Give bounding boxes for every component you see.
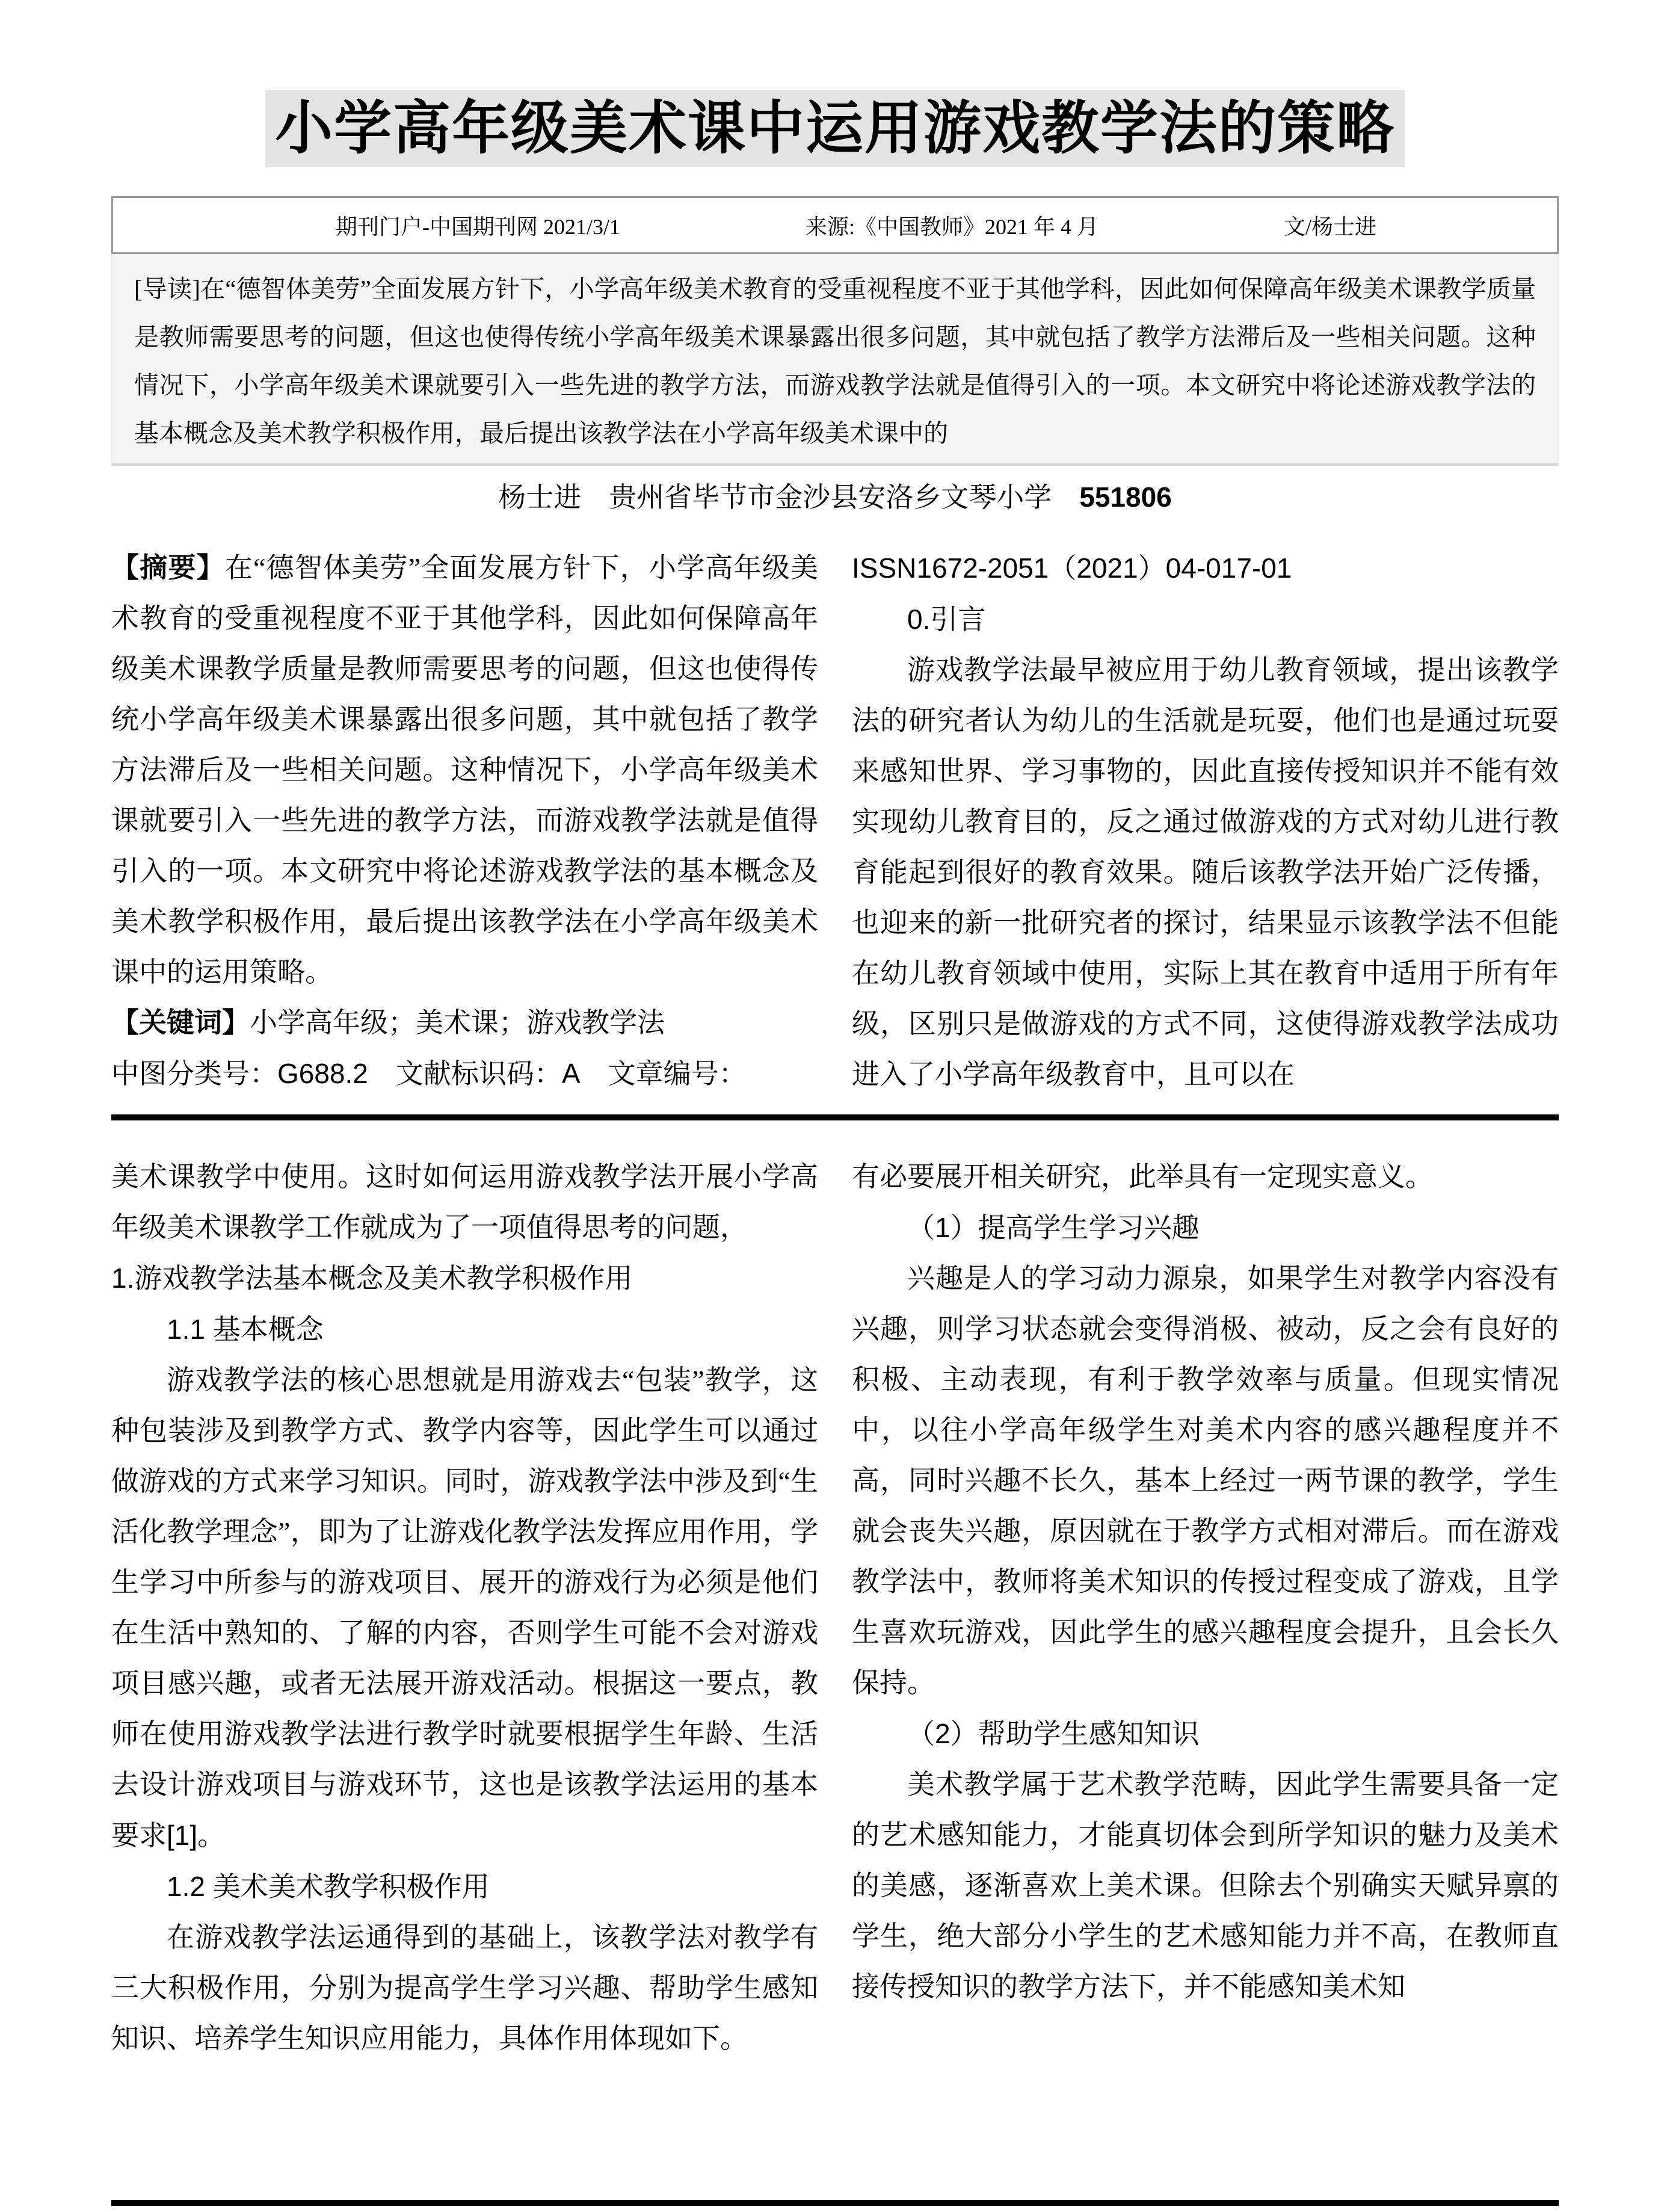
latin-text-run: 1 — [935, 1212, 951, 1243]
point-1-heading — [852, 1202, 1559, 1253]
document-page — [0, 90, 1670, 2212]
latin-text-run: A — [561, 1058, 581, 1089]
article-page — [0, 90, 1670, 2064]
text-run: （ — [907, 1213, 935, 1243]
section-divider-rule — [111, 1114, 1559, 1120]
latin-text-run: 2 — [935, 1718, 951, 1749]
author-affiliation: 贵州省毕节市金沙县安洛乡文琴小学 — [609, 482, 1052, 513]
intro-paragraph — [852, 645, 1559, 1100]
author-name: 杨士进 — [498, 482, 582, 513]
text-run: 中图分类号： — [111, 1058, 277, 1089]
text-run: （ — [907, 1719, 935, 1749]
text-run: ）提高学生学习兴趣 — [950, 1213, 1200, 1243]
text-run: 游戏教学法基本概念及美术教学积极作用 — [134, 1263, 633, 1294]
text-run: 在“德智体美劳”全面发展方针下，小学高年级美术教育的受重视程度不亚于其他学科，因此如何保障高年级美术课教学质量是教师需要思考的问题，但这也使得传统小学高年级美术课暴露出很多问题，其中就包括了教学方法滞后及一些相关问题。这种情况下，小学高年级美术课就要引入一些先进的教学方法，而游戏教学法就是值得引入的一项。本文研究中将论述游戏教学法的基本概念及美术教学积极作用，最后提出该教学法在小学高年级美术课中的运用策略。 — [111, 552, 818, 987]
continuation-paragraph — [111, 1152, 818, 1253]
lead-text: [导读]在“德智体美劳”全面发展方针下，小学高年级美术教育的受重视程度不亚于其他学科，因此如何保障高年级美术课教学质量是教师需要思考的问题，但这也使得传统小学高年级美术课暴露出很多问题，其中就包括了教学方法滞后及一些相关问题。这种情况下，小学高年级美术课就要引入一些先进的教学方法，而游戏教学法就是值得引入的一项。本文研究中将论述游戏教学法的基本概念及美术教学积极作用，最后提出该教学法在小学高年级美术课中的 — [134, 275, 1536, 447]
text-run: 基本概念 — [212, 1314, 324, 1345]
body-paragraph — [852, 1759, 1559, 2012]
continuation-paragraph — [852, 1152, 1559, 1202]
meta-portal-date: 期刊门户-中国期刊网 2021/3/1 — [336, 214, 620, 239]
section-1-columns — [111, 543, 1559, 1100]
meta-box — [111, 196, 1559, 254]
clc-line — [111, 1048, 818, 1099]
page-title: 小学高年级美术课中运用游戏教学法的策略 — [265, 90, 1405, 167]
text-run: 文献标识码： — [368, 1058, 562, 1089]
text-run: 在游戏教学法运通得到的基础上，该教学法对教学有三大积极作用，分别为提高学生学习兴趣、帮助学生感知知识、培养学生知识应用能力，具体作用体现如下。 — [111, 1922, 818, 2054]
keywords-line — [111, 998, 818, 1048]
latin-text-run: G688.2 — [277, 1058, 368, 1089]
latin-text-run: 1. — [111, 1262, 135, 1294]
section-1-2-heading — [111, 1861, 818, 1912]
text-run: 美术教学属于艺术教学范畴，因此学生需要具备一定的艺术感知能力，才能真切体会到所学知识的魅力及美术的美感，逐渐喜欢上美术课。但除去个别确实天赋异禀的学生，绝大部分小学生的艺术感知能力并不高，在教师直接传授知识的教学方法下，并不能感知美术知 — [852, 1769, 1559, 2002]
meta-source: 来源:《中国教师》2021 年 4 月 — [805, 214, 1098, 239]
latin-text-run: [1] — [167, 1820, 198, 1851]
latin-text-run: ISSN1672-2051（2021）04-017-01 — [852, 552, 1292, 584]
text-run: 。 — [197, 1820, 226, 1851]
text-run: ）帮助学生感知知识 — [950, 1719, 1200, 1749]
text-run: 游戏教学法最早被应用于幼儿教育领域，提出该教学法的研究者认为幼儿的生活就是玩耍，他们也是通过玩耍来感知世界、学习事物的，因此直接传授知识并不能有效实现幼儿教育目的，反之通过做游戏的方式对幼儿进行教育能起到很好的教育效果。随后该教学法开始广泛传播，也迎来的新一批研究者的探讨，结果显示该教学法不但能在幼儿教育领域中使用，实际上其在教育中适用于所有年级，区别只是做游戏的方式不同，这使得游戏教学法成功进入了小学高年级教育中，且可以在 — [852, 655, 1559, 1090]
body-paragraph — [111, 1355, 818, 1861]
text-run: 游戏教学法的核心思想就是用游戏去“包装”教学，这种包装涉及到教学方式、教学内容等，因此学生可以通过做游戏的方式来学习知识。同时，游戏教学法中涉及到“生活化教学理念”，即为了让游戏化教学法发挥应用作用，学生学习中所参与的游戏项目、展开的游戏行为必须是他们在生活中熟知的、了解的内容，否则学生可能不会对游戏项目感兴趣，或者无法展开游戏活动。根据这一要点，教师在使用游戏教学法进行教学时就要根据学生年龄、生活去设计游戏项目与游戏环节，这也是该教学法运用的基本要求 — [111, 1365, 818, 1851]
text-run: 文章编号： — [580, 1058, 747, 1089]
intro-heading — [852, 594, 1559, 645]
text-run: 小学高年级；美术课；游戏教学法 — [250, 1007, 665, 1038]
text-run: 有必要展开相关研究，此举具有一定现实意义。 — [852, 1161, 1433, 1192]
section-1-column-left — [111, 543, 818, 1100]
author-line — [111, 475, 1559, 515]
text-run: 【摘要】 — [111, 552, 225, 583]
text-run: 美术课教学中使用。这时如何运用游戏教学法开展小学高年级美术课教学工作就成为了一项值得思考的问题， — [111, 1161, 818, 1243]
text-run: 【关键词】 — [111, 1007, 250, 1038]
text-run: 引言 — [930, 604, 986, 635]
section-2-column-left — [111, 1152, 818, 2064]
body-paragraph — [852, 1253, 1559, 1708]
latin-text-run: 1.2 — [167, 1871, 213, 1902]
text-run: 兴趣是人的学习动力源泉，如果学生对教学内容没有兴趣，则学习状态就会变得消极、被动，反之会有良好的积极、主动表现，有利于教学效率与质量。但现实情况中，以往小学高年级学生对美术内容的感兴趣程度并不高，同时兴趣不长久，基本上经过一两节课的教学，学生就会丧失兴趣，原因就在于教学方式相对滞后。而在游戏教学法中，教师将美术知识的传授过程变成了游戏，且学生喜欢玩游戏，因此学生的感兴趣程度会提升，且会长久保持。 — [852, 1263, 1559, 1698]
author-zip-code: 551806 — [1079, 481, 1172, 513]
title-row — [111, 90, 1559, 167]
section-1-heading — [111, 1253, 818, 1304]
abstract-paragraph — [111, 543, 818, 998]
point-2-heading — [852, 1708, 1559, 1759]
section-1-1-heading — [111, 1304, 818, 1355]
latin-text-run: 1.1 — [167, 1314, 213, 1345]
issn-line — [852, 543, 1559, 594]
section-1-column-right — [852, 543, 1559, 1100]
meta-byline: 文/杨士进 — [1283, 214, 1376, 239]
text-run: 美术美术教学积极作用 — [212, 1871, 490, 1902]
body-paragraph — [111, 1912, 818, 2064]
page-footer-rule — [111, 2200, 1559, 2206]
latin-text-run: 0. — [907, 604, 931, 635]
section-2-column-right — [852, 1152, 1559, 2064]
section-2-columns — [111, 1152, 1559, 2064]
lead-box — [111, 254, 1559, 466]
